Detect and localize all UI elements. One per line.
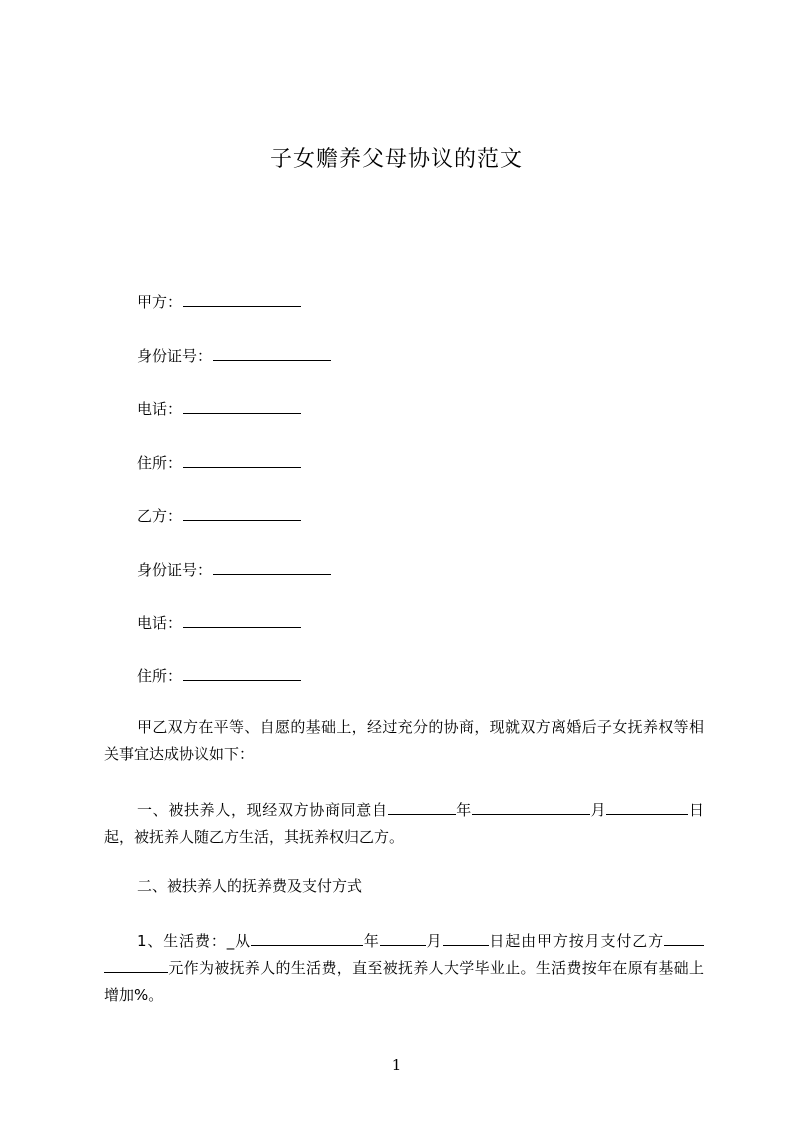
- party-a-address-field: [137, 453, 301, 473]
- fill-blank: [606, 800, 656, 815]
- fill-blank: [183, 666, 301, 681]
- intro-text: 甲乙双方在平等、自愿的基础上，经过充分的协商，现就双方离婚后子女抚养权等相关事宜达成协议如下：: [104, 718, 704, 763]
- clause-2-item-1-suffix: 元作为被抚养人的生活费，直至被抚养人大学毕业止。生活费按年在原有基础上增加%。: [104, 959, 704, 1004]
- fill-blank: [183, 613, 301, 628]
- fill-blank: [183, 506, 301, 521]
- clause-1-paragraph: [104, 797, 704, 851]
- clause-2-item-1-paragraph: [104, 928, 704, 1009]
- party-b-id-field: [137, 560, 331, 580]
- fill-blank: [183, 292, 301, 307]
- field-label: 甲方：: [137, 293, 183, 311]
- clause-2-item-1-year-label: 年: [363, 932, 380, 950]
- clause-2-item-1-middle: 日起由甲方按月支付乙方: [488, 932, 664, 950]
- fill-blank: [251, 931, 363, 946]
- field-label: 身份证号：: [137, 347, 213, 365]
- fill-blank: [213, 560, 331, 575]
- clause-1-month-label: 月: [589, 801, 607, 819]
- party-b-address-field: [137, 666, 301, 686]
- clause-2-heading: 二、被扶养人的抚养费及支付方式: [137, 877, 363, 895]
- clause-1-suffix: 日起，被抚养人随乙方生活，其抚养权归乙方。: [104, 801, 704, 846]
- clause-2-item-1-month-label: 月: [425, 932, 443, 950]
- fill-blank: [664, 931, 704, 946]
- clause-2-item-1-text: [104, 928, 704, 1009]
- page-number: 1: [391, 1056, 402, 1074]
- party-a-name-field: [137, 292, 301, 312]
- clause-1-year-label: 年: [455, 801, 472, 819]
- fill-blank: [656, 800, 688, 815]
- intro-paragraph: [104, 714, 704, 768]
- clause-2-heading-paragraph: [104, 873, 704, 900]
- document-title: 子女赡养父母协议的范文: [269, 147, 523, 172]
- party-b-name-field: [137, 506, 301, 526]
- party-a-id-field: [137, 346, 331, 366]
- fill-blank: [183, 453, 301, 468]
- clause-1-text: [104, 797, 704, 851]
- clause-2-item-1-prefix: 1、生活费：_从: [137, 932, 252, 950]
- field-label: 身份证号：: [137, 561, 213, 579]
- field-label: 电话：: [137, 400, 183, 418]
- fill-blank: [183, 399, 301, 414]
- field-label: 住所：: [137, 667, 183, 685]
- fill-blank: [388, 800, 456, 815]
- field-label: 住所：: [137, 454, 183, 472]
- fill-blank: [472, 800, 590, 815]
- field-label: 电话：: [137, 614, 183, 632]
- fill-blank: [104, 958, 168, 973]
- fill-blank: [443, 931, 489, 946]
- fill-blank: [213, 346, 331, 361]
- clause-1-prefix: 一、被扶养人，现经双方协商同意自: [137, 801, 388, 819]
- party-a-phone-field: [137, 399, 301, 419]
- party-b-phone-field: [137, 613, 301, 633]
- fill-blank: [380, 931, 426, 946]
- field-label: 乙方：: [137, 507, 183, 525]
